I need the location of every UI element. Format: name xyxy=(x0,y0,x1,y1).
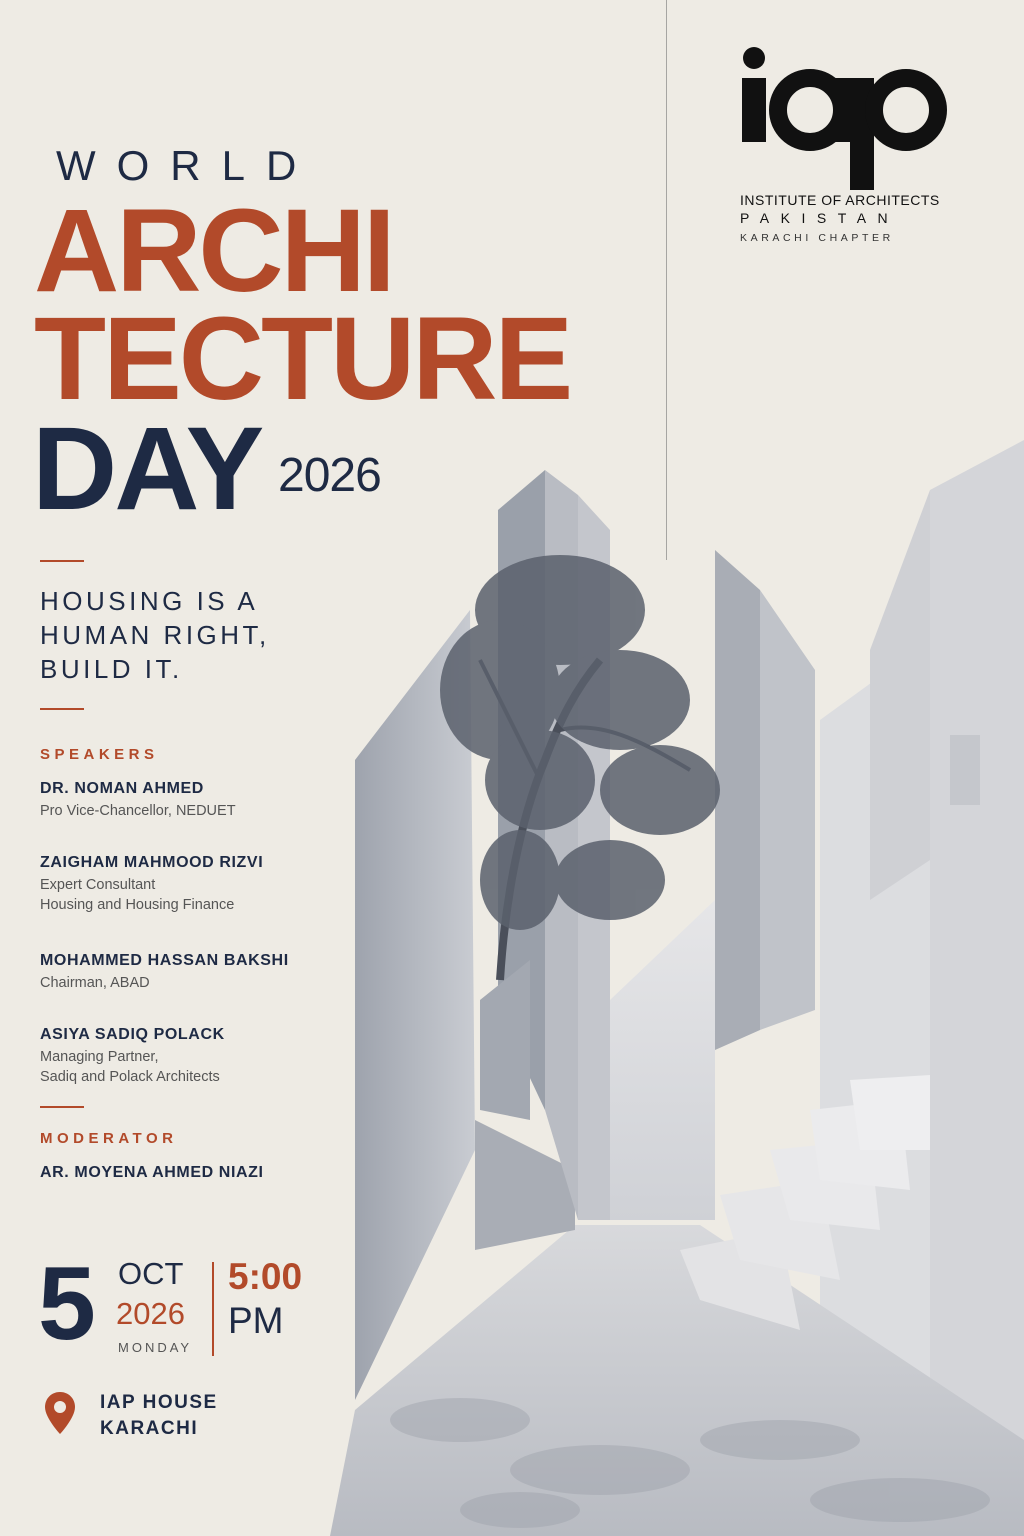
speaker-role: Housing and Housing Finance xyxy=(40,897,235,913)
speaker-name: ZAIGHAM MAHMOOD RIZVI xyxy=(40,854,264,871)
date-time-separator xyxy=(212,1262,214,1356)
moderator-heading: MODERATOR xyxy=(40,1130,178,1147)
event-date-day: 5 xyxy=(38,1246,96,1362)
speaker-role: Sadiq and Polack Architects xyxy=(40,1069,220,1085)
venue-line: KARACHI xyxy=(100,1418,199,1439)
speaker-name: ASIYA SADIQ POLACK xyxy=(40,1026,225,1043)
speaker-name: MOHAMMED HASSAN BAKSHI xyxy=(40,952,289,969)
speaker-role: Chairman, ABAD xyxy=(40,975,150,991)
event-date-month: OCT xyxy=(118,1256,184,1291)
event-date-year: 2026 xyxy=(116,1296,185,1331)
title-tecture: TECTURE xyxy=(34,293,571,425)
event-time-ampm: PM xyxy=(228,1300,284,1341)
title-archi: ARCHI xyxy=(34,185,393,317)
speaker-item xyxy=(40,1026,225,1087)
theme-line: HOUSING IS A xyxy=(40,586,259,616)
iap-logo-mark xyxy=(730,40,950,190)
speaker-item xyxy=(40,854,263,915)
divider xyxy=(40,1106,84,1108)
speaker-role: Pro Vice-Chancellor, NEDUET xyxy=(40,803,236,819)
theme-line: HUMAN RIGHT, xyxy=(40,620,270,650)
title-world: WORLD xyxy=(56,142,318,189)
speaker-role: Expert Consultant xyxy=(40,877,156,893)
logo-text-chapter: KARACHI CHAPTER xyxy=(740,232,894,244)
venue-text xyxy=(100,1390,218,1442)
theme-text xyxy=(40,584,270,686)
title-day: DAY xyxy=(32,403,262,535)
moderator-name: AR. MOYENA AHMED NIAZI xyxy=(40,1164,264,1181)
speaker-item xyxy=(40,952,289,993)
logo-text-institute: INSTITUTE OF ARCHITECTS xyxy=(740,192,940,208)
divider xyxy=(40,708,84,710)
speakers-heading: SPEAKERS xyxy=(40,746,159,763)
speaker-item xyxy=(40,780,236,821)
title-year: 2026 xyxy=(278,449,381,502)
map-pin-icon xyxy=(42,1390,78,1438)
vertical-guide-line xyxy=(666,0,667,560)
iap-logo xyxy=(730,40,980,244)
logo-text-pakistan: PAKISTAN xyxy=(740,210,900,226)
speaker-role: Managing Partner, xyxy=(40,1049,159,1065)
event-time: 5:00 xyxy=(228,1256,303,1297)
theme-line: BUILD IT. xyxy=(40,654,183,684)
venue-line: IAP HOUSE xyxy=(100,1392,218,1413)
speaker-name: DR. NOMAN AHMED xyxy=(40,780,204,797)
moderator-item xyxy=(40,1164,264,1182)
event-date-weekday: MONDAY xyxy=(118,1340,193,1355)
divider xyxy=(40,560,84,562)
